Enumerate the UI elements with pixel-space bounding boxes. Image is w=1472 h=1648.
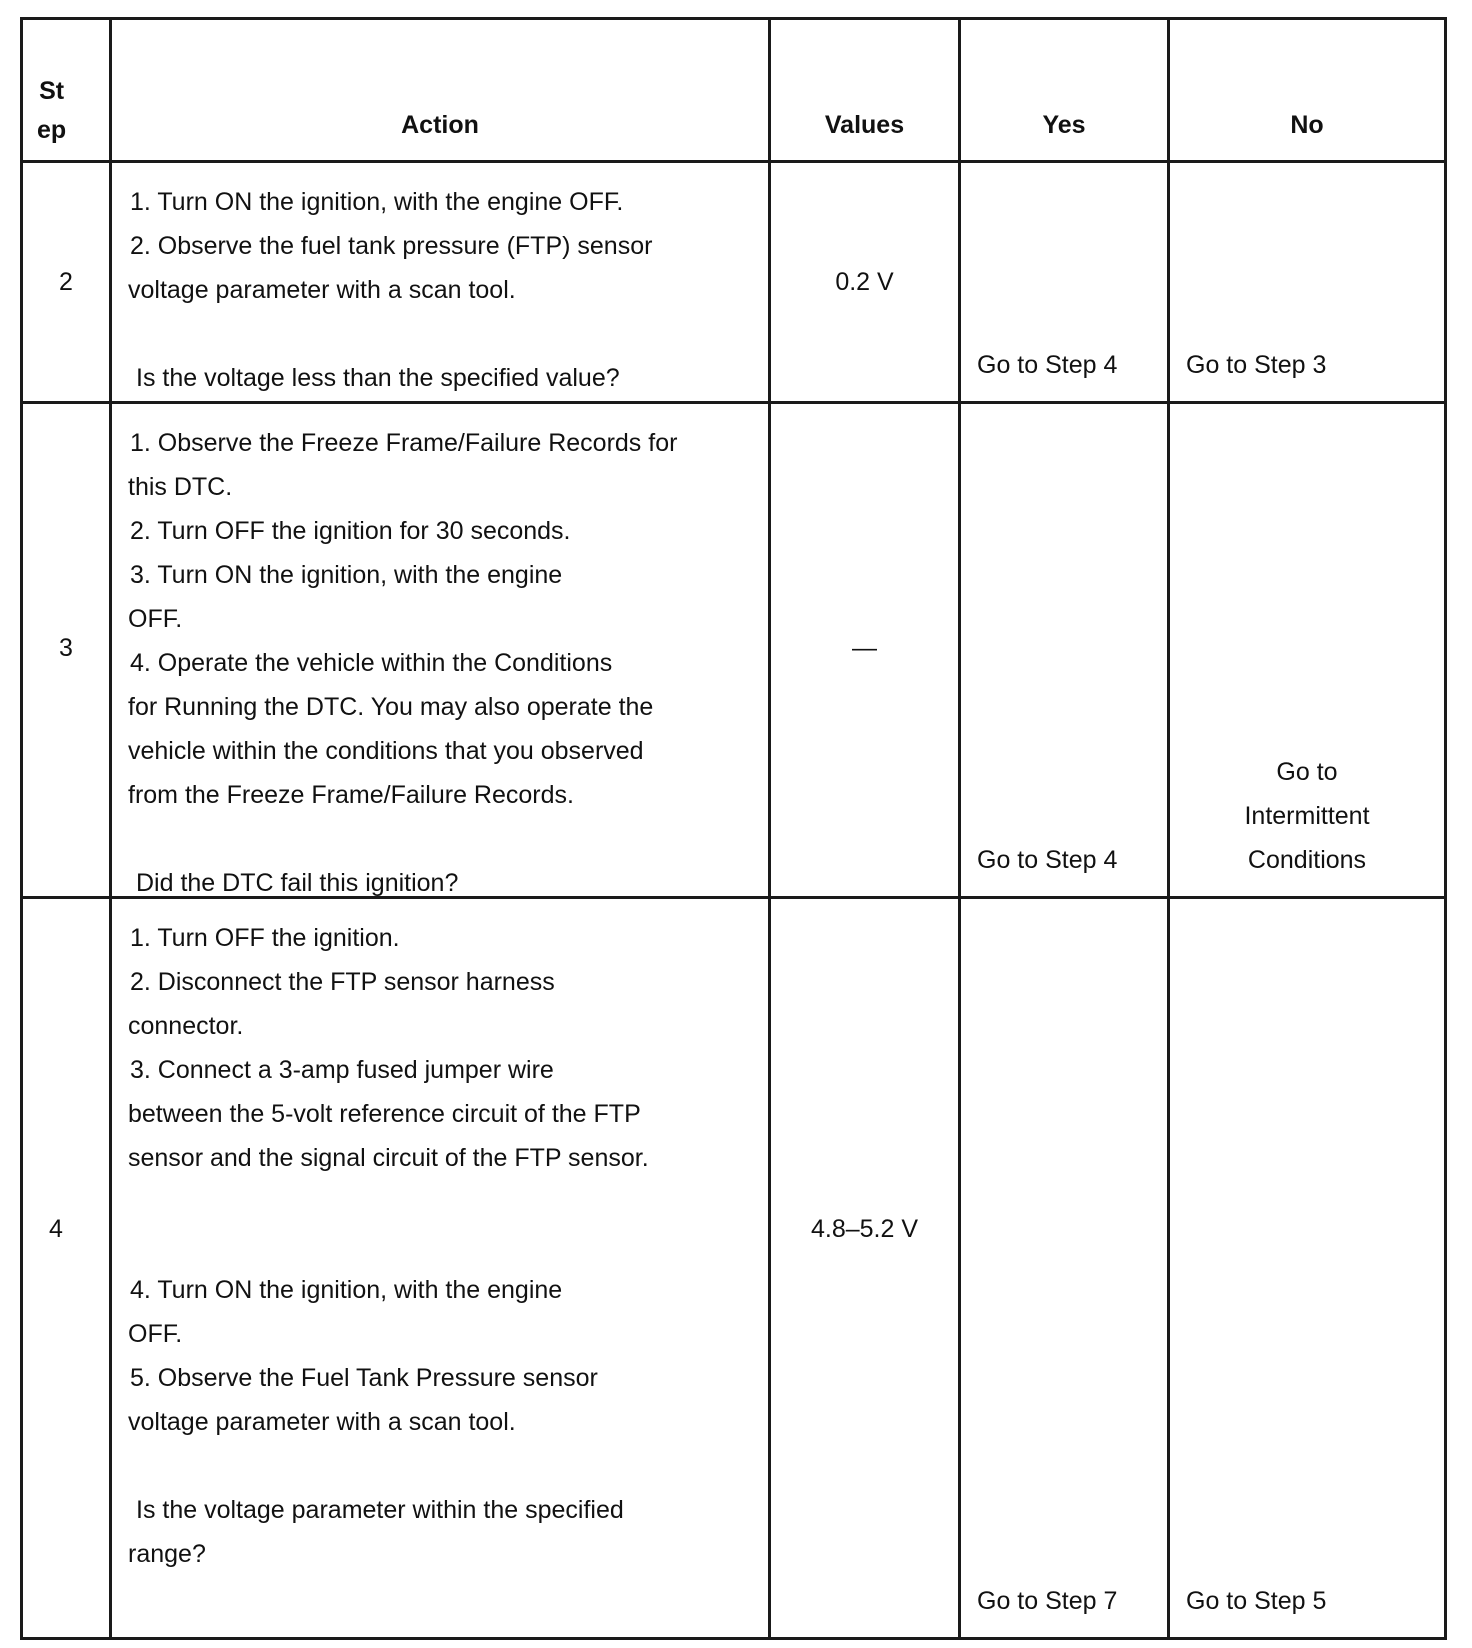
action-line: for Running the DTC. You may also operate the — [128, 693, 654, 721]
action-line: 1. Turn OFF the ignition. — [130, 924, 400, 952]
header-row — [22, 19, 1446, 162]
value-cell — [770, 162, 960, 403]
header-values-cell — [770, 19, 960, 162]
header-step-cell — [22, 19, 111, 162]
header-values: Values — [824, 111, 905, 139]
no-cell — [1169, 898, 1446, 1639]
action-line: voltage parameter with a scan tool. — [128, 276, 516, 304]
action-line: 4. Turn ON the ignition, with the engine — [130, 1276, 563, 1304]
action-cell — [111, 403, 770, 898]
yes-link[interactable]: Go to Step 7 — [977, 1587, 1118, 1615]
yes-link[interactable]: Go to Step 4 — [977, 351, 1118, 379]
action-line: OFF. — [128, 1320, 183, 1348]
table-row-step-4 — [22, 898, 1446, 1639]
action-text — [128, 916, 760, 1576]
header-yes-cell — [960, 19, 1169, 162]
step-cell — [22, 898, 111, 1639]
no-link[interactable]: Go to Step 5 — [1186, 1587, 1327, 1615]
step-number: 2 — [59, 268, 73, 296]
yes-cell — [960, 403, 1169, 898]
action-line: 4. Operate the vehicle within the Conditions — [130, 649, 613, 677]
action-cell — [111, 898, 770, 1639]
header-step: St ep — [37, 77, 67, 144]
value-text: — — [852, 634, 877, 662]
action-line: 2. Turn OFF the ignition for 30 seconds. — [130, 517, 571, 545]
action-text — [128, 180, 760, 400]
action-line: 3. Connect a 3-amp fused jumper wire — [130, 1056, 554, 1084]
header-no-cell — [1169, 19, 1446, 162]
no-link-intermittent[interactable]: Go to Intermittent Conditions — [1244, 758, 1370, 874]
action-line: 2. Observe the fuel tank pressure (FTP) sensor — [130, 232, 653, 260]
no-cell — [1169, 162, 1446, 403]
header-yes: Yes — [1042, 111, 1086, 139]
action-question: Is the voltage less than the specified value? — [136, 364, 620, 392]
action-line: 3. Turn ON the ignition, with the engine — [130, 561, 563, 589]
step-number: 3 — [59, 634, 73, 662]
action-line: this DTC. — [128, 473, 233, 501]
action-line: sensor and the signal circuit of the FTP sensor. — [128, 1144, 649, 1172]
step-number: 4 — [49, 1215, 63, 1243]
action-line: 2. Disconnect the FTP sensor harness — [130, 968, 555, 996]
no-cell — [1169, 403, 1446, 898]
value-cell — [770, 403, 960, 898]
action-line: 1. Turn ON the ignition, with the engine OFF. — [130, 188, 624, 216]
value-text: 4.8–5.2 V — [810, 1215, 919, 1243]
action-line: from the Freeze Frame/Failure Records. — [128, 781, 574, 809]
table-row-step-3 — [22, 403, 1446, 898]
action-question: Did the DTC fail this ignition? — [136, 869, 459, 897]
action-line: voltage parameter with a scan tool. — [128, 1408, 516, 1436]
no-link[interactable]: Go to Step 3 — [1186, 351, 1327, 379]
action-question: Is the voltage parameter within the specified — [136, 1496, 624, 1524]
yes-link[interactable]: Go to Step 4 — [977, 846, 1118, 874]
header-action: Action — [401, 111, 479, 139]
action-line: 1. Observe the Freeze Frame/Failure Records for — [130, 429, 678, 457]
action-line: connector. — [128, 1012, 244, 1040]
header-no: No — [1290, 111, 1324, 139]
yes-cell — [960, 162, 1169, 403]
action-cell — [111, 162, 770, 403]
action-question-cont: range? — [128, 1540, 206, 1568]
value-cell — [770, 898, 960, 1639]
action-line: vehicle within the conditions that you observed — [128, 737, 644, 765]
action-line: OFF. — [128, 605, 183, 633]
diagnostic-table — [20, 17, 1447, 1640]
action-text — [128, 421, 760, 905]
value-text: 0.2 V — [835, 268, 894, 296]
step-cell — [22, 403, 111, 898]
yes-cell — [960, 898, 1169, 1639]
action-line: 5. Observe the Fuel Tank Pressure sensor — [130, 1364, 598, 1392]
header-action-cell — [111, 19, 770, 162]
table-row-step-2 — [22, 162, 1446, 403]
step-cell — [22, 162, 111, 403]
action-line: between the 5-volt reference circuit of the FTP — [128, 1100, 641, 1128]
